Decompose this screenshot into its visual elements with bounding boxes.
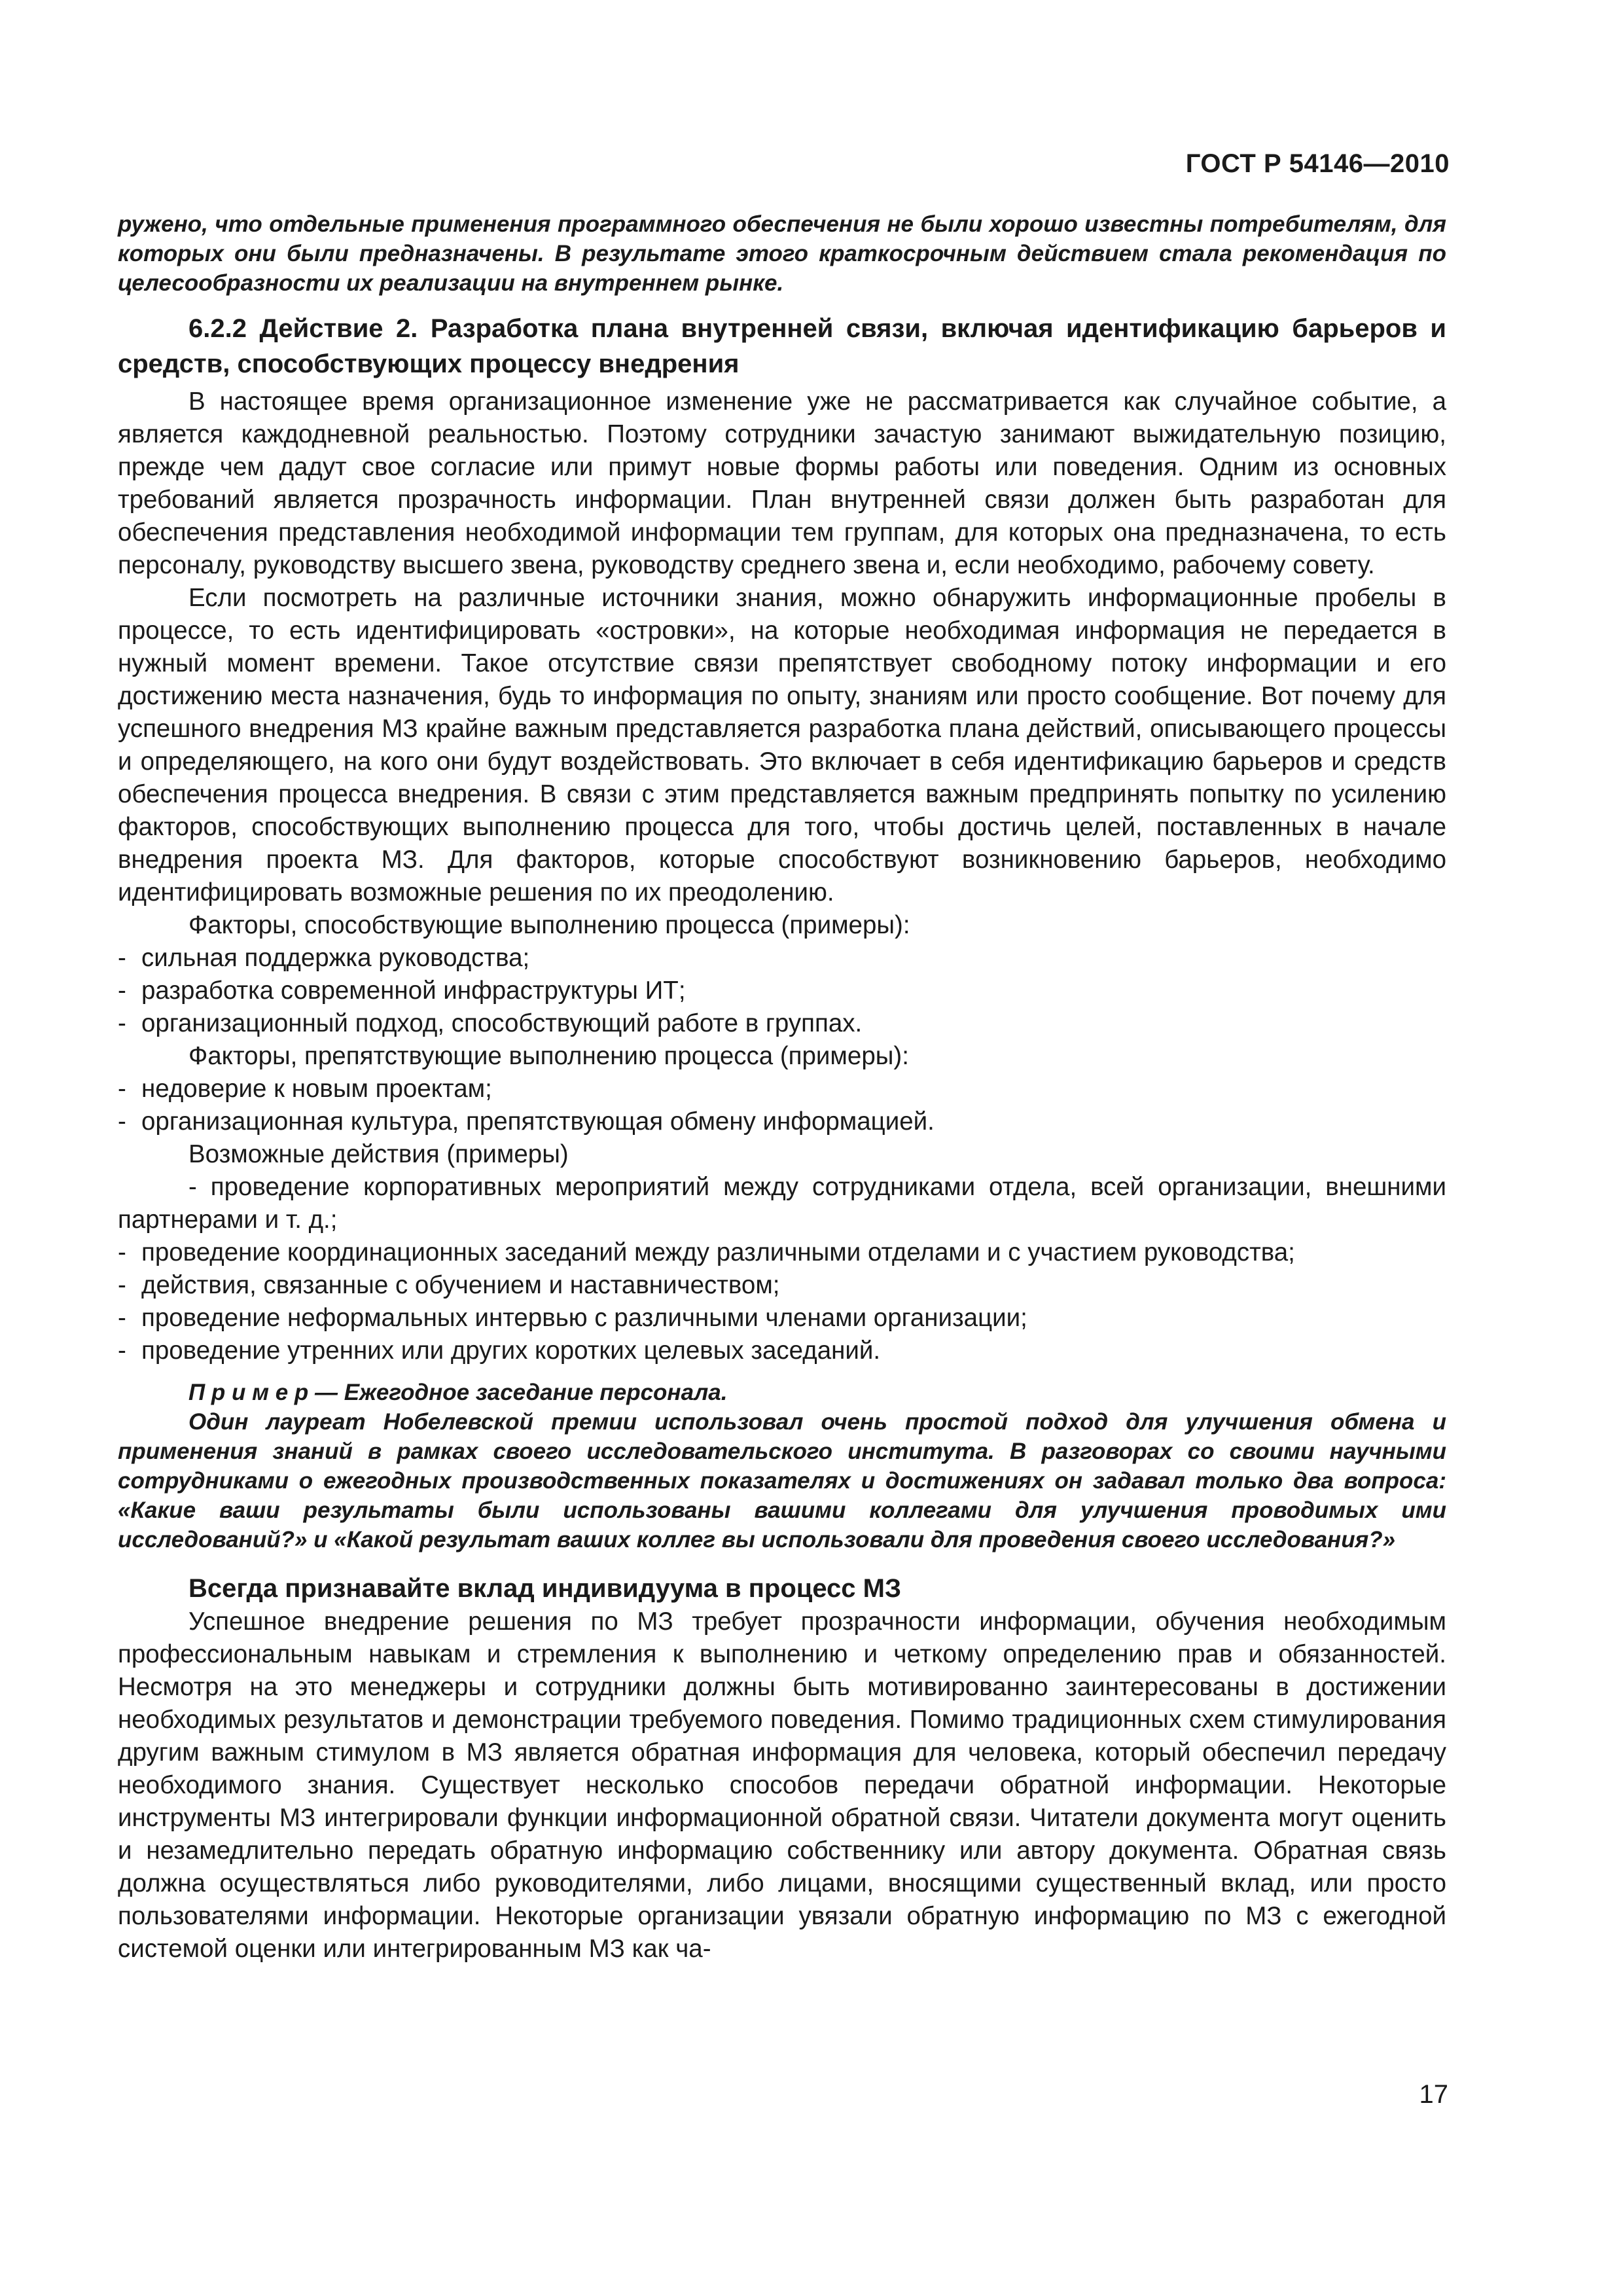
- list-dash: -: [118, 1075, 126, 1103]
- actions-title: Возможные действия (примеры): [188, 1140, 569, 1168]
- standard-header: ГОСТ Р 54146—2010: [1185, 149, 1450, 178]
- factors-positive-title: Факторы, способствующие выполнению процесса (примеры):: [188, 911, 910, 939]
- list-dash: -: [118, 1336, 126, 1365]
- example-label: П р и м е р: [188, 1380, 309, 1405]
- list-item: - недоверие к новым проектам;: [118, 1073, 1446, 1105]
- list-dash: -: [118, 1271, 126, 1299]
- list-item: - проведение утренних или других коротких целевых заседаний.: [118, 1335, 1446, 1367]
- factors-negative-list: [118, 1073, 1446, 1138]
- paragraph-1: В настоящее время организационное изменение уже не рассматривается как случайное событие, а является каждодневной реальностью. Поэтому сотрудники зачастую занимают выжидательную позицию, прежде чем дадут свое согласие или примут новые формы работы или поведения. Одним из основных требований является прозрачность информации. План внутренней связи должен быть разработан для обеспечения представления необходимой информации тем группам, для которых она предназначена, то есть персоналу, руководству высшего звена, руководству среднего звена и, если необходимо, рабочему совету.: [118, 387, 1446, 579]
- paragraph-2: Если посмотреть на различные источники знания, можно обнаружить информационные пробелы в процессе, то есть идентифицировать «островки», на которые необходимая информация не передается в нужный момент времени. Такое отсутствие связи препятствует свободному потоку информации и его достижению места назначения, будь то информация по опыту, знаниям или просто сообщение. Вот почему для успешного внедрения МЗ крайне важным представляется разработка плана действий, описывающего процессы и определяющего, на кого они будут воздействовать. Это включает в себя идентификацию барьеров и средств обеспечения процесса внедрения. В связи с этим представляется важным предпринять попытку по усилению факторов, способствующих выполнению процесса для того, чтобы достичь целей, поставленных в начале внедрения проекта МЗ. Для факторов, которые способствуют возникновению барьеров, необходимо идентифицировать возможные решения по их преодолению.: [118, 584, 1446, 906]
- section2-heading: Всегда признавайте вклад индивидуума в процесс МЗ: [188, 1574, 902, 1603]
- actions-first-item: - проведение корпоративных мероприятий между сотрудниками отдела, всей организации, внешними партнерами и т. д.;: [118, 1173, 1446, 1234]
- list-dash: -: [118, 1107, 126, 1136]
- list-item: - сильная поддержка руководства;: [118, 942, 1446, 975]
- list-dash: -: [118, 944, 126, 972]
- page-content: [118, 209, 1446, 1965]
- page-number: 17: [1419, 2080, 1448, 2109]
- section2-paragraph: Успешное внедрение решения по МЗ требует прозрачности информации, обучения необходимым профессиональным навыкам и стремления к выполнению и четкому определению прав и обязанностей. Несмотря на это менеджеры и сотрудники должны быть мотивированно заинтересованы в достижении необходимых результатов и демонстрации требуемого поведения. Помимо традиционных схем стимулирования другим важным стимулом в МЗ является обратная информация для человека, который обеспечил передачу необходимого знания. Существует несколько способов передачи обратной информации. Некоторые инструменты МЗ интегрировали функции информационной обратной связи. Читатели документа могут оценить и незамедлительно передать обратную информацию собственнику или автору документа. Обратная связь должна осуществляться либо руководителями, либо лицами, вносящими существенный вклад, или просто пользователями информации. Некоторые организации увязали обратную информацию по МЗ с ежегодной системой оценки или интегрированным МЗ как ча-: [118, 1607, 1446, 1963]
- factors-positive-list: [118, 942, 1446, 1040]
- list-dash: -: [118, 1238, 126, 1266]
- list-item: - организационный подход, способствующий работе в группах.: [118, 1007, 1446, 1040]
- section-heading: 6.2.2 Действие 2. Разработка плана внутренней связи, включая идентификацию барьеров и средств, способствующих процессу внедрения: [118, 314, 1446, 378]
- actions-list: [118, 1236, 1446, 1367]
- list-item: - проведение координационных заседаний между различными отделами и с участием руководства;: [118, 1236, 1446, 1269]
- example-title: — Ежегодное заседание персонала.: [315, 1380, 728, 1405]
- list-dash: -: [118, 1304, 126, 1332]
- list-dash: -: [118, 1009, 126, 1037]
- list-dash: -: [118, 977, 126, 1005]
- intro-italic-paragraph: ружено, что отдельные применения программного обеспечения не были хорошо известны потребителям, для которых они были предназначены. В результате этого краткосрочным действием стала рекомендация по целесообразности их реализации на внутреннем рынке.: [118, 211, 1446, 296]
- list-item: - действия, связанные с обучением и наставничеством;: [118, 1269, 1446, 1302]
- list-item: - разработка современной инфраструктуры ИТ;: [118, 975, 1446, 1007]
- list-item: - организационная культура, препятствующая обмену информацией.: [118, 1105, 1446, 1138]
- list-item: - проведение неформальных интервью с различными членами организации;: [118, 1302, 1446, 1335]
- example-note-text: Один лауреат Нобелевской премии использовал очень простой подход для улучшения обмена и применения знаний в рамках своего исследовательского института. В разговорах со своими научными сотрудниками о ежегодных производственных показателях и достижениях он задавал только два вопроса: «Какие ваши результаты были использованы вашими коллегами для улучшения проводимых ими исследований?» и «Какой результат ваших коллег вы использовали для проведения своего исследования?»: [118, 1409, 1446, 1552]
- factors-negative-title: Факторы, препятствующие выполнению процесса (примеры):: [188, 1042, 909, 1070]
- example-note-title: [118, 1378, 1446, 1407]
